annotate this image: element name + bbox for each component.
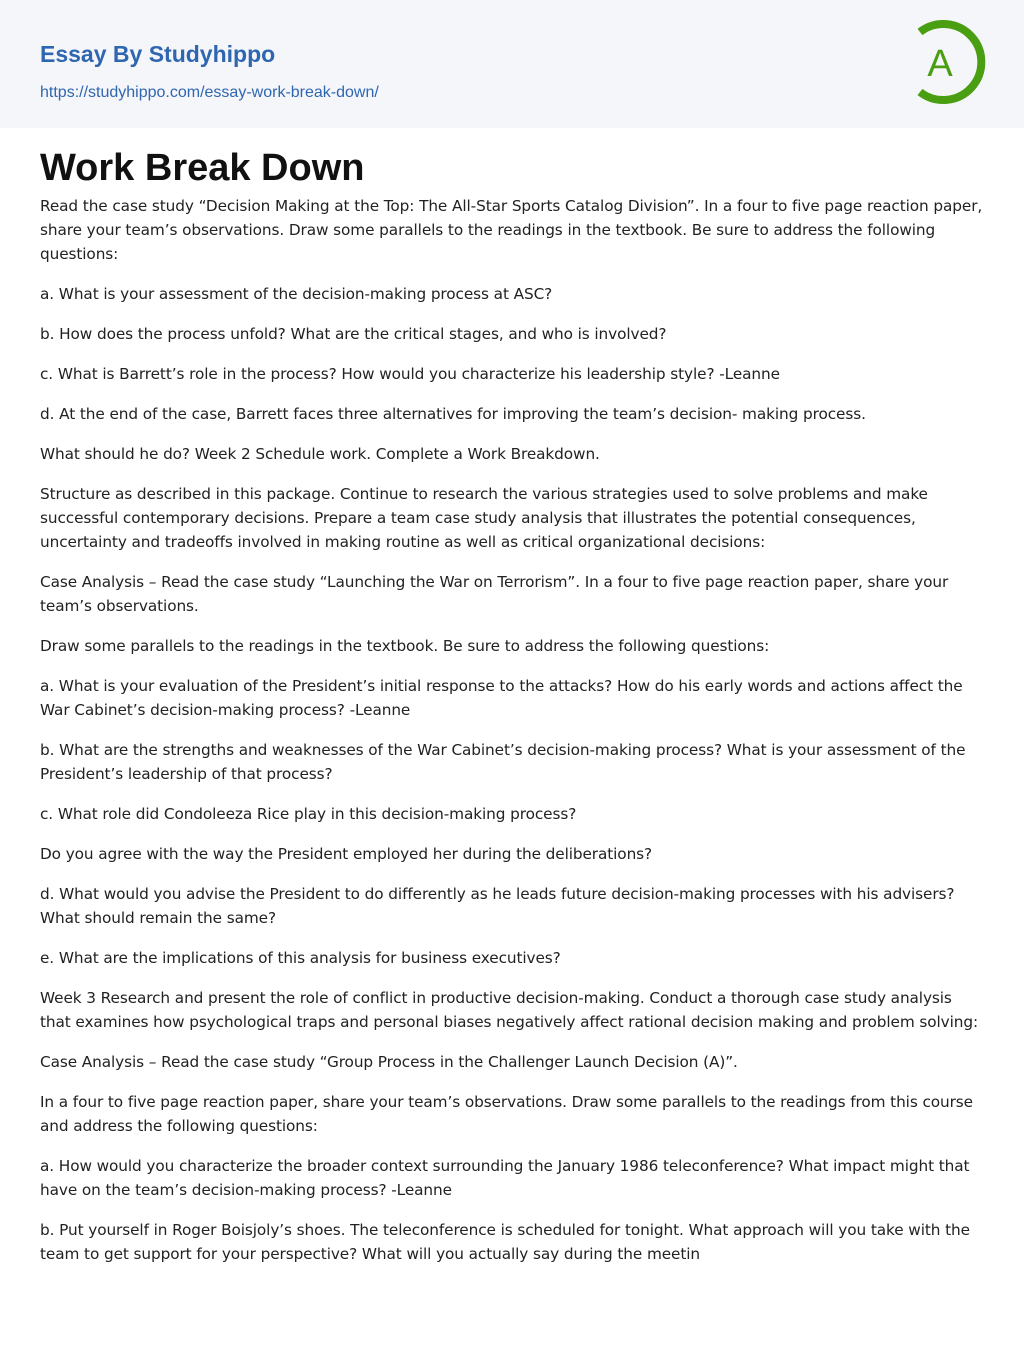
essay-paragraph: a. What is your assessment of the decision-making process at ASC? [40,285,553,303]
essay-paragraph: Structure as described in this package. Continue to research the various strategies used to solve problems and make successful contemporary decisions. Prepare a team case study analysis that illustrates the potential consequences, uncertainty and tradeoffs involved in making routine as well as critical organizational decisions: [40,485,928,551]
essay-paragraph: a. What is your evaluation of the President’s initial response to the attacks? How do his early words and actions affect the War Cabinet’s decision-making process? -Leanne [40,677,963,719]
essay-body [40,194,984,1266]
essay-content [0,128,1024,1266]
site-header [0,0,1024,128]
brand-title: Essay By Studyhippo [40,41,276,67]
essay-paragraph: b. How does the process unfold? What are the critical stages, and who is involved? [40,325,667,343]
essay-paragraph: Case Analysis – Read the case study “Group Process in the Challenger Launch Decision (A)”. [40,1053,738,1071]
svg-text:A: A [927,43,953,85]
essay-paragraph: e. What are the implications of this analysis for business executives? [40,949,561,967]
essay-paragraph: In a four to five page reaction paper, share your team’s observations. Draw some parallels to the readings from this course and address the following questions: [40,1093,973,1135]
essay-paragraph: Draw some parallels to the readings in the textbook. Be sure to address the following questions: [40,637,770,655]
page-title: Work Break Down [40,147,365,189]
essay-paragraph: Case Analysis – Read the case study “Launching the War on Terrorism”. In a four to five page reaction paper, share your team’s observations. [40,573,949,615]
essay-paragraph: Do you agree with the way the President employed her during the deliberations? [40,845,653,863]
essay-paragraph: b. What are the strengths and weaknesses of the War Cabinet’s decision-making process? What is your assessment of the President’s leadership of that process? [40,741,966,783]
essay-paragraph: d. What would you advise the President to do differently as he leads future decision-making processes with his advisers? What should remain the same? [40,885,955,927]
essay-paragraph: Read the case study “Decision Making at the Top: The All-Star Sports Catalog Division”. In a four to five page reaction paper, share your team’s observations. Draw some parallels to the readings in the textbook. Be sure to address the following questions: [40,197,983,263]
essay-paragraph: a. How would you characterize the broader context surrounding the January 1986 teleconference? What impact might that have on the team’s decision-making process? -Leanne [40,1157,970,1199]
essay-paragraph: d. At the end of the case, Barrett faces three alternatives for improving the team’s decision- making process. [40,405,866,423]
essay-paragraph: c. What is Barrett’s role in the process? How would you characterize his leadership style? -Leanne [40,365,780,383]
essay-paragraph: Week 3 Research and present the role of conflict in productive decision-making. Conduct a thorough case study analysis that examines how psychological traps and personal biases negatively affect rational decision making and problem solving: [40,989,979,1031]
essay-paragraph: b. Put yourself in Roger Boisjoly’s shoes. The teleconference is scheduled for tonight. What approach will you take with the team to get support for your perspective? What will you actually say during the meetin [40,1221,970,1263]
essay-url-link[interactable]: https://studyhippo.com/essay-work-break-down/ [40,84,379,101]
studyhippo-logo-icon[interactable] [910,18,986,106]
essay-paragraph: What should he do? Week 2 Schedule work. Complete a Work Breakdown. [40,445,600,463]
essay-paragraph: c. What role did Condoleeza Rice play in this decision-making process? [40,805,577,823]
